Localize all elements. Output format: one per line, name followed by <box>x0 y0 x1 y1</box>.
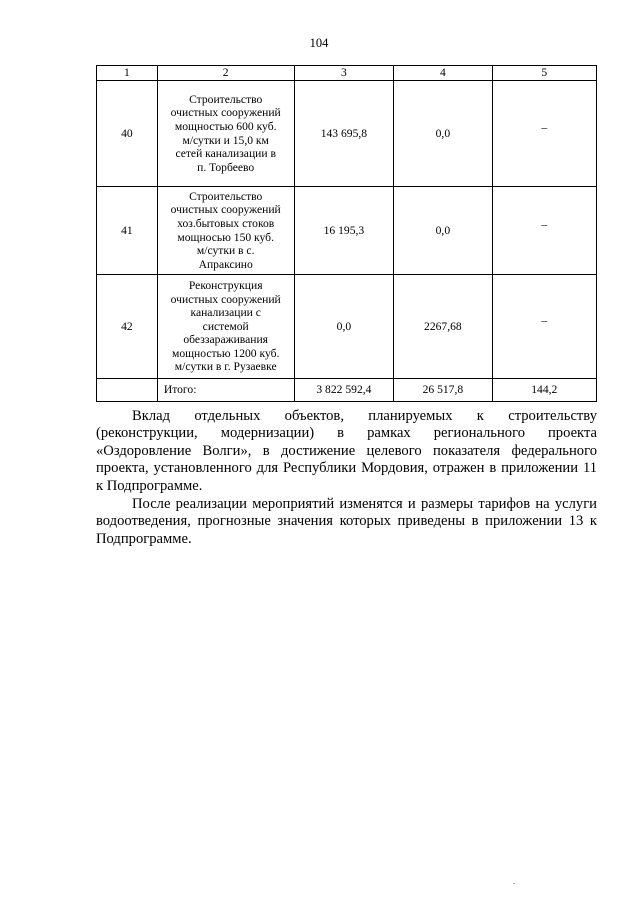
table-row <box>97 275 597 379</box>
name-line: Строительство <box>189 189 263 203</box>
data-table <box>96 65 597 402</box>
name-line: очистных сооружений <box>170 106 281 120</box>
name-line: Апраксино <box>198 257 253 271</box>
total-empty-cell <box>97 379 158 402</box>
total-row <box>97 379 597 402</box>
row-number: 40 <box>97 81 158 187</box>
object-name <box>157 275 294 379</box>
total-col5: 144,2 <box>492 379 596 402</box>
name-line: мощносью 150 куб. <box>177 230 274 244</box>
row-number: 42 <box>97 275 158 379</box>
object-name <box>157 187 294 275</box>
total-label: Итого: <box>157 379 294 402</box>
name-line: м/сутки в с. <box>196 244 255 258</box>
name-line: м/сутки и 15,0 км <box>182 133 269 147</box>
name-line: хоз.бытовых стоков <box>177 216 275 230</box>
name-line: сетей канализации в <box>175 147 276 161</box>
table-row <box>97 187 597 275</box>
header-cell-1: 1 <box>97 66 158 81</box>
dash-mark: – <box>541 313 548 327</box>
name-line: мощностью 1200 куб. <box>171 346 280 360</box>
paragraph-contribution: Вклад отдельных объектов, планируемых к строительству (реконструкции, модернизации) в рамках регионального проекта «Оздоровление Волги», в достижение целевого показателя федерального проекта, установленного для Республики Мордовия, отражен в приложении 11 к Подпрограмме. <box>96 408 597 494</box>
object-name <box>157 81 294 187</box>
header-cell-3: 3 <box>294 66 394 81</box>
name-line: очистных сооружений <box>170 203 281 217</box>
name-line: Реконструкция <box>188 278 263 292</box>
value-col5 <box>492 187 596 275</box>
header-cell-5: 5 <box>492 66 596 81</box>
value-col4: 0,0 <box>394 187 492 275</box>
name-line: очистных сооружений <box>170 292 281 306</box>
row-number: 41 <box>97 187 158 275</box>
value-col5 <box>492 275 596 379</box>
value-col3: 0,0 <box>294 275 394 379</box>
scan-speck <box>513 883 515 884</box>
name-line: п. Торбеево <box>197 160 255 174</box>
value-col4: 2267,68 <box>394 275 492 379</box>
name-line: канализации с <box>190 306 261 320</box>
dash-mark: – <box>541 120 548 134</box>
total-col4: 26 517,8 <box>394 379 492 402</box>
header-cell-2: 2 <box>157 66 294 81</box>
total-col3: 3 822 592,4 <box>294 379 394 402</box>
name-line: Строительство <box>189 92 263 106</box>
value-col3: 143 695,8 <box>294 81 394 187</box>
table-header-row <box>97 66 597 81</box>
header-cell-4: 4 <box>394 66 492 81</box>
value-col4: 0,0 <box>394 81 492 187</box>
name-line: обеззараживания <box>183 333 269 347</box>
page-number: 104 <box>309 36 329 50</box>
name-line: м/сутки в г. Рузаевке <box>174 360 277 374</box>
value-col5 <box>492 81 596 187</box>
dash-mark: – <box>541 217 548 231</box>
name-line: системой <box>202 319 249 333</box>
table-row <box>97 81 597 187</box>
value-col3: 16 195,3 <box>294 187 394 275</box>
name-line: мощностью 600 куб. <box>174 119 277 133</box>
paragraph-tariffs: После реализации мероприятий изменятся и размеры тарифов на услуги водоотведения, прогнозные значения которых приведены в приложении 13 к Подпрограмме. <box>96 496 597 547</box>
